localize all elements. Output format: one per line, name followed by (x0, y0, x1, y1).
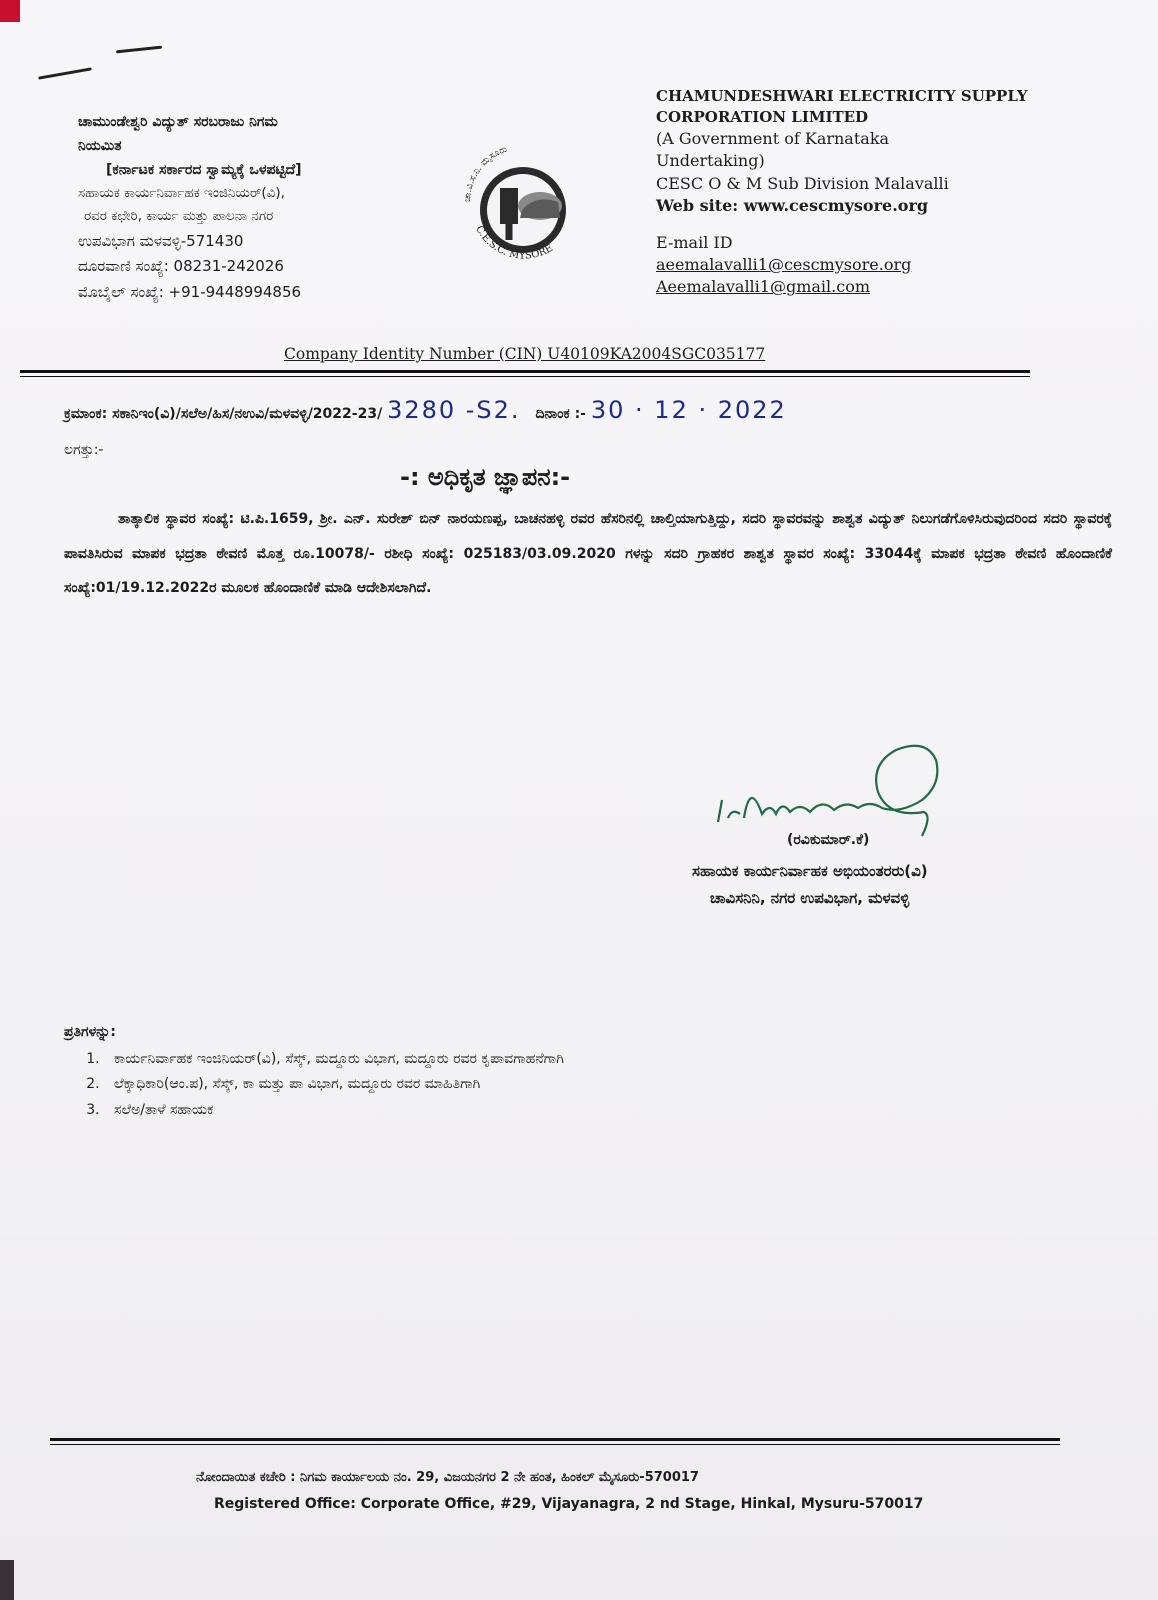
office-title-kannada: ಸಹಾಯಕ ಕಾರ್ಯನಿರ್ವಾಹಕ ಇಂಜಿನಿಯರ್(ವಿ), (78, 185, 285, 202)
handwritten-reference-number: 3280 -S2. (387, 396, 521, 424)
pen-mark (38, 67, 92, 79)
document-title: -: ಅಧಿಕೃತ ಜ್ಞಾಪನ:- (400, 463, 571, 491)
govt-undertaking-kannada: [ಕರ್ನಾಟಕ ಸರ್ಕಾರದ ಸ್ವಾಮ್ಯಕ್ಕೆ ಒಳಪಟ್ಟಿದೆ] (106, 162, 302, 179)
header-divider-thin (20, 376, 1030, 377)
phone-kannada: ದೂರವಾಣಿ ಸಂಖ್ಯೆ: 08231-242026 (78, 257, 284, 276)
org-name-english: CHAMUNDESHWARI ELECTRICITY SUPPLY (656, 87, 1028, 105)
designation-line-2: ಚಾವಿಸನಿನಿ, ನಗರ ಉಪವಿಭಾಗ, ಮಳವಳ್ಳಿ (710, 888, 910, 907)
reference-number: ಕ್ರಮಾಂಕ: ಸಕಾನಿಇಂ(ವಿ)/ಸಲೆಅ/ಹಿಸ/ನಉವಿ/ಮಳವಳ್ಳಿ/2022-23/ (64, 406, 383, 422)
email-secondary: Aeemalavalli1@gmail.com (656, 277, 871, 297)
list-item: 3. ಸಲೆಅ/ತಾಳೆ ಸಹಾಯಕ (104, 1098, 1064, 1123)
copies-section (64, 1020, 1064, 1123)
org-name-english-2: CORPORATION LIMITED (656, 108, 869, 126)
mobile-kannada: ಮೊಬೈಲ್ ಸಂಖ್ಯೆ: +91-9448994856 (78, 283, 302, 302)
copies-heading: ಪ್ರತಿಗಳನ್ನು: (64, 1024, 116, 1040)
govt-undertaking-english-2: Undertaking) (656, 151, 765, 171)
registered-office-english: Registered Office: Corporate Office, #29, Vijayanagra, 2 nd Stage, Hinkal, Mysuru-570017 (214, 1496, 924, 1512)
date-label: ದಿನಾಂಕ :- (535, 406, 586, 422)
designation-line-1: ಸಹಾಯಕ ಕಾರ್ಯನಿರ್ವಾಹಕ ಅಭಿಯಂತರರು(ವಿ) (692, 862, 928, 880)
signatory-designation (692, 858, 928, 911)
email-primary: aeemalavalli1@cescmysore.org (656, 254, 912, 274)
copies-list (64, 1047, 1064, 1123)
org-suffix-kannada: ನಿಯಮಿತ (78, 138, 122, 155)
list-item: 2. ಲೆಕ್ಕಾಧಿಕಾರಿ(ಆಂ.ಪ), ಸೆಸ್ಕ್, ಕಾ ಮತ್ತು ಪಾ ವಿಭಾಗ, ಮದ್ದೂರು ರವರ ಮಾಹಿತಿಗಾಗಿ (104, 1072, 1064, 1097)
header-left-kannada (78, 110, 418, 306)
logo-bottom-text: C.E.S.C. MYSORE (473, 224, 555, 262)
pen-mark (116, 46, 162, 54)
govt-undertaking-english: (A Government of Karnataka (656, 129, 890, 148)
list-item: 1. ಕಾರ್ಯನಿರ್ವಾಹಕ ಇಂಜಿನಿಯರ್(ವಿ), ಸೆಸ್ಕ್, ಮದ್ದೂರು ವಿಭಾಗ, ಮದ್ದೂರು ರವರ ಕೃಪಾವಗಾಹನೆಗಾಗಿ (104, 1047, 1064, 1072)
office-address-kannada: ರವರ ಕಛೇರಿ, ಕಾರ್ಯ ಮತ್ತು ಪಾಲನಾ ನಗರ (84, 208, 274, 225)
reference-line (64, 396, 1124, 424)
subdivision-english: CESC O & M Sub Division Malavalli (656, 173, 949, 193)
memo-paragraph: ತಾತ್ಕಾಲಿಕ ಸ್ಥಾವರ ಸಂಖ್ಯೆ: ಟಿ.ಪಿ.1659, ಶ್ರೀ. ಎನ್. ಸುರೇಶ್ ಬಿನ್ ನಾರಯಣಪ್ಪ, ಬಾಚನಹಳ್ಳಿ ರವರ ಹೆಸರಿನಲ್ಲಿ ಚಾಲ್ತಿಯಾಗುತ್ತಿದ್ದು, ಸದರಿ ಸ್ಥಾವರವನ್ನು ಶಾಶ್ವತ ವಿದ್ಯುತ್ ನಿಲುಗಡೆಗೊಳಿಸಿರುವುದರಿಂದ ಸದರಿ ಸ್ಥಾವರಕ್ಕೆ ಪಾವತಿಸಿರುವ ಮಾಪಕ ಭದ್ರತಾ ಠೇವಣಿ ಮೊತ್ತ ರೂ.10078/- ರಶೀಧಿ ಸಂಖ್ಯೆ: 025183/03.09.2020 ಗಳನ್ನು ಸದರಿ ಗ್ರಾಹಕರ ಶಾಶ್ವತ ಸ್ಥಾವರ ಸಂಖ್ಯೆ: 33044ಕ್ಕೆ ಮಾಪಕ ಭದ್ರತಾ ಠೇವಣಿ ಹೊಂದಾಣಿಕೆ ಸಂಖ್ಯೆ:01/19.12.2022ರ ಮೂಲಕ ಹೊಂದಾಣಿಕೆ ಮಾಡಿ ಆದೇಶಿಸಲಾಗಿದೆ. (64, 511, 1112, 597)
header-divider (20, 370, 1030, 373)
memo-body (64, 502, 1112, 606)
email-label: E-mail ID (656, 232, 733, 252)
registered-office-kannada: ನೋಂದಾಯಿತ ಕಚೇರಿ : ನಿಗಮ ಕಾರ್ಯಾಲಯ ನಂ. 29, ವಿಜಯನಗರ 2 ನೇ ಹಂತ, ಹಿಂಕಲ್ ಮೈಸೂರು-570017 (196, 1470, 699, 1485)
handwritten-date: 30 · 12 · 2022 (590, 396, 787, 424)
org-name-kannada: ಚಾಮುಂಡೇಶ್ವರಿ ವಿದ್ಯುತ್ ಸರಬರಾಜು ನಿಗಮ (78, 114, 278, 130)
attachment-label: ಲಗತ್ತು:- (64, 442, 104, 458)
signatory-name: (ರವಿಕುಮಾರ್.ಕೆ) (787, 832, 870, 848)
logo-top-text: ಚಾ.ವಿ.ಸ.ನಿ. ಮೈಸೂರು (462, 144, 509, 203)
header-right-english (656, 86, 1096, 299)
scan-corner-red (0, 0, 20, 22)
footer-divider-thin (50, 1444, 1060, 1445)
footer-divider (50, 1438, 1060, 1441)
website: Web site: www.cescmysore.org (656, 196, 929, 216)
cesc-emblem-icon (448, 132, 598, 282)
scan-corner-dark (0, 1560, 14, 1600)
company-identity-number: Company Identity Number (CIN) U40109KA2004SGC035177 (284, 345, 766, 363)
subdivision-kannada: ಉಪವಿಭಾಗ ಮಳವಳ್ಳಿ-571430 (78, 231, 244, 250)
